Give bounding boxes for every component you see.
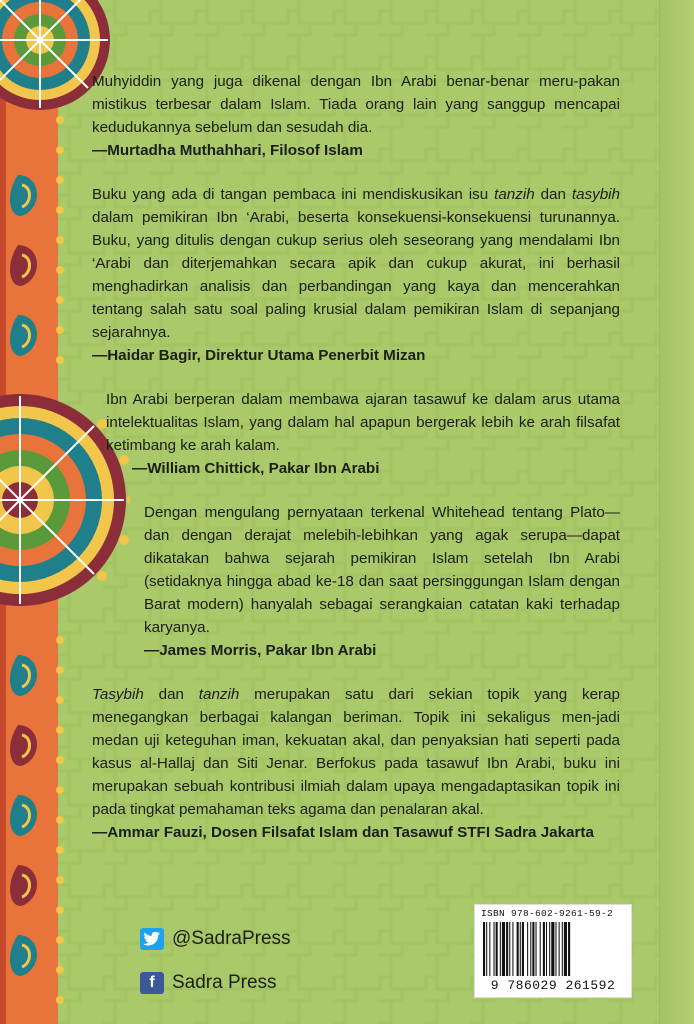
quote-3-attribution: —William Chittick, Pakar Ibn Arabi [132,460,380,477]
quote-4-text: Dengan mengulang pernyataan terkenal Whitehead tentang Plato—dan dengan derajat melebih-lebihkan yang agak serupa—dapat dikatakan bahwa sejarah pemikiran Islam setelah Ibn Arabi (setidaknya hingga abad ke-18 dan saat persinggungan Islam dengan Barat modern) hanyalah sebagai serangkaian catatan kaki terhadap karyanya. [144,504,620,636]
spine-edge [659,0,694,1024]
endorsements [92,70,620,865]
barcode-bar [555,922,556,976]
quote-5-text: Tasybih dan tanzih merupakan satu dari sekian topik yang kerap menegangkan berbagai kalangan beriman. Topik ini sekaligus men-jadi medan uji keteguhan iman, kekuatan akal, dan penyaksian hati seperti pada kasus al-Hallaj dan Siti Jenar. Berfokus pada tasawuf Ibn Arabi, buku ini merupakan sebuah kontribusi ilmiah dalam upaya mengadaptasikan topik ini pada tingkat pemahaman teks agama dan penalaran akal. [92,686,620,818]
barcode-bar [568,922,570,976]
barcode-bar [543,922,545,976]
barcode-bar [527,922,528,976]
barcode-bar [562,922,563,976]
barcode-bar [512,922,513,976]
barcode-bar [522,922,524,976]
quote-3-text: Ibn Arabi berperan dalam membawa ajaran tasawuf ke dalam arus utama intelektualitas Islam, yang dalam hal apapun bergerak lebih ke arah filsafat ketimbang ke arah kalam. [106,391,620,454]
barcode-bar [564,922,567,976]
barcode-bar [500,922,501,976]
barcode-bar [506,922,508,976]
twitter-link[interactable] [140,924,291,954]
barcode-bar [530,922,531,976]
barcode-bar [536,922,537,976]
barcode-bar [549,922,550,976]
barcode-bars [483,922,623,976]
barcode-bar [540,922,541,976]
quote-2-attribution: —Haidar Bagir, Direktur Utama Penerbit Mizan [92,347,426,364]
facebook-name: Sadra Press [172,972,277,993]
barcode-bar [496,922,498,976]
quote-5-attribution: —Ammar Fauzi, Dosen Filsafat Islam dan Tasawuf STFI Sadra Jakarta [92,824,594,841]
barcode-bar [517,922,519,976]
social-links [140,924,291,998]
barcode-bar [509,922,510,976]
isbn-text: ISBN 978-602-9261-59-2 [481,908,614,919]
barcode-bar [520,922,521,976]
twitter-icon [140,928,164,950]
quote-2-text: Buku yang ada di tangan pembaca ini mendiskusikan isu tanzih dan tasybih dalam pemikiran Ibn ‘Arabi, beserta konsekuensi-konsekuensi turunannya. Buku, yang ditulis dengan cukup serius oleh seseorang yang mendalami Ibn ‘Arabi dan diterjemahkan secara apik dan cukup akurat, ini berhasil menghadirkan analisis dan perbandingan yang kaya dan mencerahkan tentang salah satu soal paling krusial dalam pemikiran Islam di sepanjang sejarahnya. [92,186,620,341]
barcode-bar [502,922,505,976]
quote-1-text: Muhyiddin yang juga dikenal dengan Ibn Arabi benar-benar meru-pakan mistikus terbesar dalam Islam. Tiada orang lain yang sanggup mencapai kedudukannya sebelum dan sesudah dia. [92,73,620,136]
barcode-bar [551,922,554,976]
barcode-bar [486,922,487,976]
barcode-bar [489,922,490,976]
facebook-link[interactable] [140,968,291,998]
barcode-number: 9 786029 261592 [490,978,616,993]
barcode-bar [494,922,495,976]
barcode-bar [483,922,485,976]
barcode-bar [559,922,560,976]
isbn-barcode [474,904,632,998]
quote-1-attribution: —Murtadha Muthahhari, Filosof Islam [92,142,363,159]
quote-4-attribution: —James Morris, Pakar Ibn Arabi [144,642,377,659]
barcode-bar [532,922,534,976]
barcode-bar [546,922,547,976]
facebook-icon: f [140,972,164,994]
twitter-handle: @SadraPress [172,928,291,949]
